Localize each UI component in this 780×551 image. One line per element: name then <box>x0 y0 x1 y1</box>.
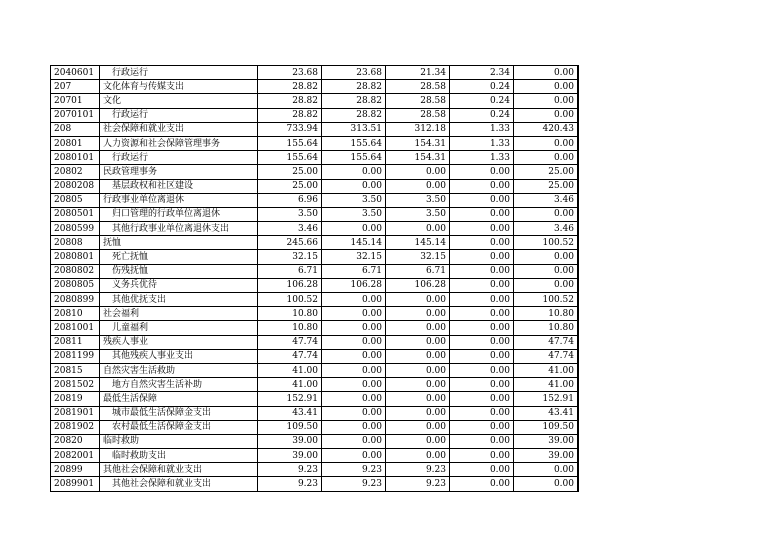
account-code-cell: 20802 <box>51 165 100 179</box>
trailing-border-cell <box>578 122 579 136</box>
table-row <box>51 463 579 477</box>
amount-cell-4: 0.00 <box>450 477 514 491</box>
trailing-border-cell <box>578 222 579 236</box>
account-name-cell: 自然灾害生活救助 <box>100 363 258 377</box>
amount-cell-4: 0.00 <box>450 179 514 193</box>
trailing-border-cell <box>578 293 579 307</box>
amount-cell-1: 47.74 <box>258 335 322 349</box>
amount-cell-1: 155.64 <box>258 136 322 150</box>
account-name-cell: 行政运行 <box>100 151 258 165</box>
amount-cell-3: 28.58 <box>386 80 450 94</box>
amount-cell-2: 0.00 <box>322 363 386 377</box>
account-name-cell: 抚恤 <box>100 236 258 250</box>
amount-cell-3: 9.23 <box>386 463 450 477</box>
amount-cell-5: 109.50 <box>514 420 578 434</box>
table-row <box>51 165 579 179</box>
amount-cell-4: 1.33 <box>450 136 514 150</box>
trailing-border-cell <box>578 136 579 150</box>
amount-cell-4: 0.00 <box>450 392 514 406</box>
table-row <box>51 278 579 292</box>
amount-cell-4: 0.00 <box>450 193 514 207</box>
account-code-cell: 20801 <box>51 136 100 150</box>
amount-cell-5: 0.00 <box>514 278 578 292</box>
amount-cell-3: 0.00 <box>386 293 450 307</box>
amount-cell-2: 3.50 <box>322 207 386 221</box>
account-code-cell: 2040601 <box>51 66 100 80</box>
account-code-cell: 2081901 <box>51 406 100 420</box>
trailing-border-cell <box>578 193 579 207</box>
table-row <box>51 321 579 335</box>
amount-cell-2: 32.15 <box>322 250 386 264</box>
table-row <box>51 66 579 80</box>
account-name-cell: 行政事业单位离退休 <box>100 193 258 207</box>
table-row <box>51 293 579 307</box>
amount-cell-1: 23.68 <box>258 66 322 80</box>
amount-cell-5: 10.80 <box>514 307 578 321</box>
trailing-border-cell <box>578 179 579 193</box>
amount-cell-3: 154.31 <box>386 151 450 165</box>
account-name-cell: 农村最低生活保障金支出 <box>100 420 258 434</box>
account-code-cell: 2081001 <box>51 321 100 335</box>
amount-cell-5: 47.74 <box>514 349 578 363</box>
amount-cell-3: 0.00 <box>386 434 450 448</box>
amount-cell-5: 25.00 <box>514 165 578 179</box>
account-name-cell: 残疾人事业 <box>100 335 258 349</box>
amount-cell-4: 0.00 <box>450 222 514 236</box>
amount-cell-3: 106.28 <box>386 278 450 292</box>
table-row <box>51 378 579 392</box>
amount-cell-1: 39.00 <box>258 434 322 448</box>
trailing-border-cell <box>578 94 579 108</box>
trailing-border-cell <box>578 108 579 122</box>
amount-cell-2: 155.64 <box>322 151 386 165</box>
amount-cell-3: 32.15 <box>386 250 450 264</box>
account-code-cell: 2080208 <box>51 179 100 193</box>
table-row <box>51 193 579 207</box>
amount-cell-4: 0.00 <box>450 378 514 392</box>
account-code-cell: 2080599 <box>51 222 100 236</box>
account-name-cell: 民政管理事务 <box>100 165 258 179</box>
amount-cell-2: 0.00 <box>322 335 386 349</box>
account-name-cell: 文化体育与传媒支出 <box>100 80 258 94</box>
amount-cell-1: 100.52 <box>258 293 322 307</box>
amount-cell-5: 3.46 <box>514 222 578 236</box>
trailing-border-cell <box>578 349 579 363</box>
amount-cell-5: 47.74 <box>514 335 578 349</box>
trailing-border-cell <box>578 236 579 250</box>
amount-cell-1: 10.80 <box>258 321 322 335</box>
account-code-cell: 2080101 <box>51 151 100 165</box>
account-code-cell: 20701 <box>51 94 100 108</box>
account-code-cell: 2081199 <box>51 349 100 363</box>
account-code-cell: 20810 <box>51 307 100 321</box>
amount-cell-3: 0.00 <box>386 307 450 321</box>
table-row <box>51 250 579 264</box>
trailing-border-cell <box>578 406 579 420</box>
amount-cell-5: 0.00 <box>514 94 578 108</box>
trailing-border-cell <box>578 250 579 264</box>
account-code-cell: 2089901 <box>51 477 100 491</box>
account-name-cell: 临时救助 <box>100 434 258 448</box>
amount-cell-5: 0.00 <box>514 463 578 477</box>
amount-cell-4: 0.00 <box>450 250 514 264</box>
amount-cell-4: 0.00 <box>450 406 514 420</box>
trailing-border-cell <box>578 378 579 392</box>
budget-table <box>50 65 579 492</box>
account-name-cell: 行政运行 <box>100 66 258 80</box>
account-name-cell: 其他行政事业单位离退休支出 <box>100 222 258 236</box>
amount-cell-5: 0.00 <box>514 151 578 165</box>
amount-cell-5: 0.00 <box>514 66 578 80</box>
table-row <box>51 363 579 377</box>
amount-cell-1: 152.91 <box>258 392 322 406</box>
amount-cell-1: 9.23 <box>258 463 322 477</box>
table-row <box>51 307 579 321</box>
amount-cell-5: 0.00 <box>514 477 578 491</box>
amount-cell-1: 41.00 <box>258 378 322 392</box>
amount-cell-5: 0.00 <box>514 264 578 278</box>
amount-cell-1: 28.82 <box>258 108 322 122</box>
amount-cell-4: 0.00 <box>450 363 514 377</box>
amount-cell-4: 0.00 <box>450 420 514 434</box>
amount-cell-1: 245.66 <box>258 236 322 250</box>
amount-cell-2: 0.00 <box>322 349 386 363</box>
amount-cell-3: 0.00 <box>386 420 450 434</box>
amount-cell-1: 28.82 <box>258 94 322 108</box>
table-row <box>51 477 579 491</box>
table-row <box>51 80 579 94</box>
amount-cell-2: 0.00 <box>322 434 386 448</box>
amount-cell-2: 23.68 <box>322 66 386 80</box>
trailing-border-cell <box>578 264 579 278</box>
amount-cell-2: 0.00 <box>322 293 386 307</box>
account-code-cell: 2080899 <box>51 293 100 307</box>
account-code-cell: 208 <box>51 122 100 136</box>
table-row <box>51 179 579 193</box>
amount-cell-3: 3.50 <box>386 207 450 221</box>
amount-cell-2: 28.82 <box>322 108 386 122</box>
amount-cell-4: 2.34 <box>450 66 514 80</box>
amount-cell-3: 21.34 <box>386 66 450 80</box>
amount-cell-3: 0.00 <box>386 406 450 420</box>
amount-cell-4: 0.24 <box>450 80 514 94</box>
account-code-cell: 20899 <box>51 463 100 477</box>
account-name-cell: 文化 <box>100 94 258 108</box>
amount-cell-4: 0.00 <box>450 449 514 463</box>
trailing-border-cell <box>578 363 579 377</box>
account-code-cell: 20819 <box>51 392 100 406</box>
amount-cell-2: 0.00 <box>322 449 386 463</box>
amount-cell-4: 0.00 <box>450 278 514 292</box>
amount-cell-2: 0.00 <box>322 179 386 193</box>
trailing-border-cell <box>578 392 579 406</box>
table-row <box>51 222 579 236</box>
table-row <box>51 136 579 150</box>
trailing-border-cell <box>578 278 579 292</box>
amount-cell-5: 420.43 <box>514 122 578 136</box>
amount-cell-3: 0.00 <box>386 165 450 179</box>
trailing-border-cell <box>578 321 579 335</box>
table-row <box>51 406 579 420</box>
amount-cell-5: 41.00 <box>514 378 578 392</box>
amount-cell-5: 0.00 <box>514 80 578 94</box>
amount-cell-5: 10.80 <box>514 321 578 335</box>
account-code-cell: 2081502 <box>51 378 100 392</box>
account-code-cell: 2080801 <box>51 250 100 264</box>
trailing-border-cell <box>578 151 579 165</box>
trailing-border-cell <box>578 463 579 477</box>
amount-cell-2: 0.00 <box>322 165 386 179</box>
table-row <box>51 108 579 122</box>
amount-cell-5: 3.46 <box>514 193 578 207</box>
amount-cell-2: 28.82 <box>322 94 386 108</box>
amount-cell-1: 25.00 <box>258 165 322 179</box>
amount-cell-4: 1.33 <box>450 122 514 136</box>
amount-cell-3: 0.00 <box>386 335 450 349</box>
amount-cell-5: 0.00 <box>514 250 578 264</box>
amount-cell-4: 0.00 <box>450 463 514 477</box>
amount-cell-4: 0.00 <box>450 434 514 448</box>
amount-cell-2: 0.00 <box>322 406 386 420</box>
amount-cell-3: 6.71 <box>386 264 450 278</box>
amount-cell-2: 9.23 <box>322 477 386 491</box>
account-code-cell: 2070101 <box>51 108 100 122</box>
amount-cell-5: 41.00 <box>514 363 578 377</box>
amount-cell-5: 39.00 <box>514 434 578 448</box>
amount-cell-3: 145.14 <box>386 236 450 250</box>
amount-cell-5: 43.41 <box>514 406 578 420</box>
table-row <box>51 236 579 250</box>
amount-cell-3: 0.00 <box>386 363 450 377</box>
trailing-border-cell <box>578 477 579 491</box>
account-name-cell: 最低生活保障 <box>100 392 258 406</box>
account-name-cell: 行政运行 <box>100 108 258 122</box>
amount-cell-2: 0.00 <box>322 392 386 406</box>
account-code-cell: 20815 <box>51 363 100 377</box>
amount-cell-2: 28.82 <box>322 80 386 94</box>
trailing-border-cell <box>578 335 579 349</box>
amount-cell-5: 0.00 <box>514 108 578 122</box>
amount-cell-3: 9.23 <box>386 477 450 491</box>
amount-cell-1: 3.46 <box>258 222 322 236</box>
amount-cell-3: 0.00 <box>386 179 450 193</box>
amount-cell-5: 152.91 <box>514 392 578 406</box>
amount-cell-3: 0.00 <box>386 321 450 335</box>
amount-cell-2: 106.28 <box>322 278 386 292</box>
amount-cell-3: 3.50 <box>386 193 450 207</box>
amount-cell-3: 28.58 <box>386 94 450 108</box>
amount-cell-5: 100.52 <box>514 236 578 250</box>
amount-cell-1: 10.80 <box>258 307 322 321</box>
amount-cell-4: 0.00 <box>450 236 514 250</box>
amount-cell-2: 9.23 <box>322 463 386 477</box>
account-name-cell: 其他残疾人事业支出 <box>100 349 258 363</box>
amount-cell-2: 0.00 <box>322 321 386 335</box>
amount-cell-1: 733.94 <box>258 122 322 136</box>
amount-cell-2: 0.00 <box>322 307 386 321</box>
account-name-cell: 社会保障和就业支出 <box>100 122 258 136</box>
amount-cell-1: 155.64 <box>258 151 322 165</box>
account-code-cell: 20820 <box>51 434 100 448</box>
account-name-cell: 义务兵优待 <box>100 278 258 292</box>
amount-cell-1: 28.82 <box>258 80 322 94</box>
amount-cell-5: 0.00 <box>514 207 578 221</box>
amount-cell-3: 0.00 <box>386 349 450 363</box>
amount-cell-5: 100.52 <box>514 293 578 307</box>
account-name-cell: 伤残抚恤 <box>100 264 258 278</box>
amount-cell-4: 0.00 <box>450 165 514 179</box>
trailing-border-cell <box>578 307 579 321</box>
account-name-cell: 儿童福利 <box>100 321 258 335</box>
amount-cell-2: 0.00 <box>322 222 386 236</box>
amount-cell-1: 6.96 <box>258 193 322 207</box>
amount-cell-2: 6.71 <box>322 264 386 278</box>
account-name-cell: 地方自然灾害生活补助 <box>100 378 258 392</box>
trailing-border-cell <box>578 420 579 434</box>
table-row <box>51 207 579 221</box>
table-row <box>51 151 579 165</box>
budget-table-body <box>51 66 579 492</box>
account-code-cell: 2082001 <box>51 449 100 463</box>
amount-cell-3: 0.00 <box>386 378 450 392</box>
account-name-cell: 社会福利 <box>100 307 258 321</box>
amount-cell-3: 154.31 <box>386 136 450 150</box>
amount-cell-2: 155.64 <box>322 136 386 150</box>
amount-cell-1: 9.23 <box>258 477 322 491</box>
amount-cell-2: 3.50 <box>322 193 386 207</box>
amount-cell-1: 32.15 <box>258 250 322 264</box>
amount-cell-1: 25.00 <box>258 179 322 193</box>
amount-cell-4: 0.24 <box>450 94 514 108</box>
account-code-cell: 20808 <box>51 236 100 250</box>
account-name-cell: 城市最低生活保障金支出 <box>100 406 258 420</box>
amount-cell-1: 109.50 <box>258 420 322 434</box>
amount-cell-1: 43.41 <box>258 406 322 420</box>
trailing-border-cell <box>578 449 579 463</box>
amount-cell-3: 28.58 <box>386 108 450 122</box>
trailing-border-cell <box>578 66 579 80</box>
account-name-cell: 归口管理的行政单位离退休 <box>100 207 258 221</box>
amount-cell-4: 0.00 <box>450 349 514 363</box>
amount-cell-4: 0.00 <box>450 335 514 349</box>
account-name-cell: 其他社会保障和就业支出 <box>100 477 258 491</box>
table-row <box>51 335 579 349</box>
amount-cell-5: 39.00 <box>514 449 578 463</box>
account-code-cell: 207 <box>51 80 100 94</box>
account-name-cell: 死亡抚恤 <box>100 250 258 264</box>
amount-cell-3: 0.00 <box>386 222 450 236</box>
amount-cell-4: 0.00 <box>450 264 514 278</box>
amount-cell-5: 25.00 <box>514 179 578 193</box>
table-row <box>51 420 579 434</box>
table-row <box>51 94 579 108</box>
amount-cell-3: 0.00 <box>386 449 450 463</box>
amount-cell-2: 0.00 <box>322 378 386 392</box>
trailing-border-cell <box>578 165 579 179</box>
account-code-cell: 20805 <box>51 193 100 207</box>
amount-cell-4: 0.00 <box>450 321 514 335</box>
account-name-cell: 人力资源和社会保障管理事务 <box>100 136 258 150</box>
amount-cell-3: 0.00 <box>386 392 450 406</box>
account-code-cell: 2081902 <box>51 420 100 434</box>
amount-cell-1: 39.00 <box>258 449 322 463</box>
account-name-cell: 其他社会保障和就业支出 <box>100 463 258 477</box>
amount-cell-4: 1.33 <box>450 151 514 165</box>
table-row <box>51 264 579 278</box>
table-row <box>51 434 579 448</box>
amount-cell-1: 106.28 <box>258 278 322 292</box>
amount-cell-4: 0.00 <box>450 293 514 307</box>
amount-cell-4: 0.00 <box>450 207 514 221</box>
amount-cell-1: 47.74 <box>258 349 322 363</box>
amount-cell-2: 313.51 <box>322 122 386 136</box>
account-code-cell: 20811 <box>51 335 100 349</box>
amount-cell-5: 0.00 <box>514 136 578 150</box>
amount-cell-3: 312.18 <box>386 122 450 136</box>
amount-cell-1: 41.00 <box>258 363 322 377</box>
account-name-cell: 其他优抚支出 <box>100 293 258 307</box>
trailing-border-cell <box>578 80 579 94</box>
account-code-cell: 2080805 <box>51 278 100 292</box>
amount-cell-2: 0.00 <box>322 420 386 434</box>
amount-cell-4: 0.24 <box>450 108 514 122</box>
amount-cell-4: 0.00 <box>450 307 514 321</box>
trailing-border-cell <box>578 434 579 448</box>
amount-cell-1: 6.71 <box>258 264 322 278</box>
table-row <box>51 449 579 463</box>
account-name-cell: 临时救助支出 <box>100 449 258 463</box>
table-row <box>51 392 579 406</box>
account-name-cell: 基层政权和社区建设 <box>100 179 258 193</box>
trailing-border-cell <box>578 207 579 221</box>
account-code-cell: 2080802 <box>51 264 100 278</box>
table-row <box>51 349 579 363</box>
amount-cell-2: 145.14 <box>322 236 386 250</box>
table-row <box>51 122 579 136</box>
account-code-cell: 2080501 <box>51 207 100 221</box>
amount-cell-1: 3.50 <box>258 207 322 221</box>
